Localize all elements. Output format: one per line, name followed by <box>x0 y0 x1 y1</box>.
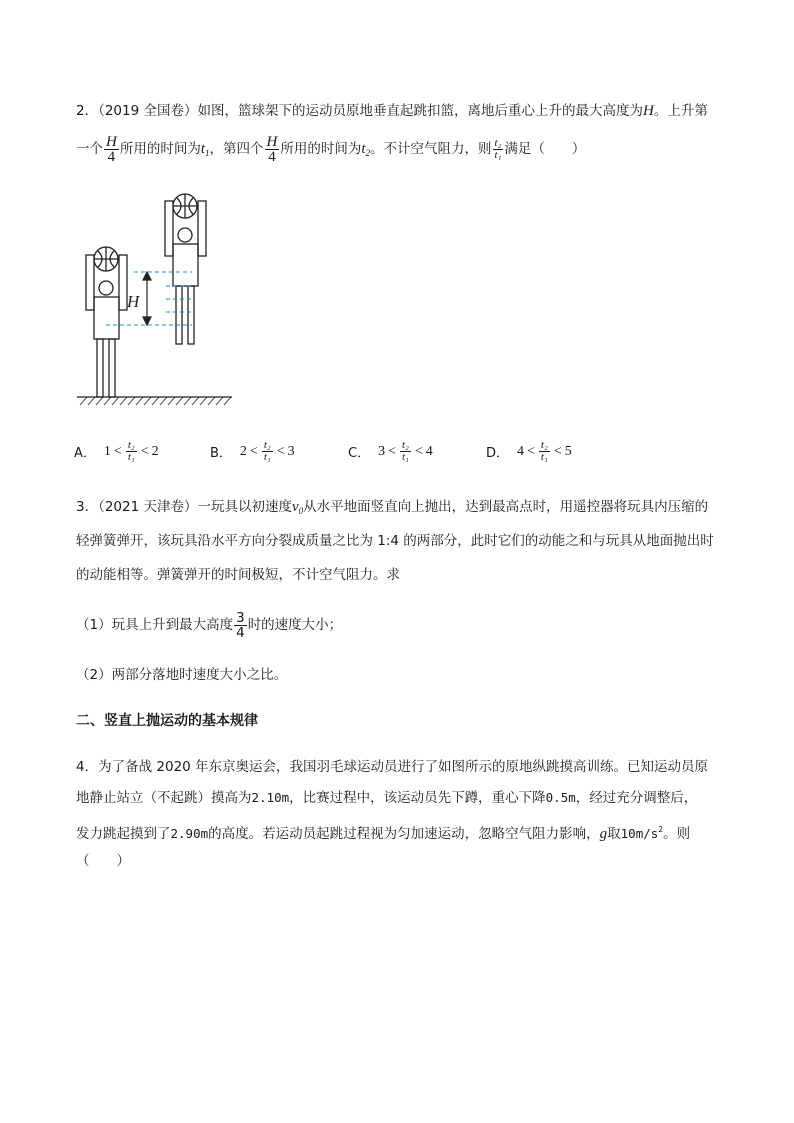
q2-text: 所用的时间为 <box>280 141 362 157</box>
option-left: 2 <box>239 443 247 459</box>
option-right: 3 <box>287 443 295 459</box>
q3-text: 从水平地面竖直向上抛出，达到最高点时，用遥控器将玩具内压缩的 <box>303 499 709 515</box>
basketball-figure <box>74 185 244 410</box>
right-head <box>178 228 192 242</box>
q4-text: ，比赛过程中，该运动员先下蹲，重心下降 <box>289 790 546 806</box>
q2-t1: $t_1$ <box>200 141 210 158</box>
section-title: 二、竖直上抛运动的基本规律 <box>76 713 258 729</box>
q3-sub2: （2）两部分落地时速度大小之比。 <box>76 667 288 683</box>
q2-number: 2． <box>76 103 99 119</box>
q4-h1: 2.10m <box>251 790 290 805</box>
figure-H-label: H <box>127 292 140 311</box>
q2-H: H <box>643 103 654 119</box>
lt-sign: < <box>113 443 122 459</box>
option-ratio: $\frac{\text{t₂}}{\text{t₁}}$ <box>540 439 548 463</box>
q4-line3 <box>76 820 690 844</box>
q2-text: ，第四个 <box>209 141 264 157</box>
q3-frac-34: $\frac{3}{4}$ <box>236 609 245 641</box>
right-arm-right <box>198 201 206 256</box>
option-ratio: $\frac{\text{t₂}}{\text{t₁}}$ <box>401 439 409 463</box>
q2-line1 <box>76 101 708 121</box>
q2-t2: $t_2$ <box>361 141 371 158</box>
q3-line1 <box>76 497 708 521</box>
option-a[interactable] <box>74 440 159 463</box>
q4-line4: （ ） <box>76 853 130 869</box>
option-left: 1 <box>103 443 111 459</box>
option-right: 4 <box>425 443 433 459</box>
option-label: C． <box>348 446 371 461</box>
lt-sign: < <box>276 443 285 459</box>
option-d[interactable] <box>486 440 572 463</box>
left-head <box>99 281 113 295</box>
q2-text: 如图，篮球架下的运动员原地垂直起跳扣篮，离地后重心上升的最大高度为 <box>197 103 643 119</box>
lt-sign: < <box>140 443 149 459</box>
q4-text: 的高度。若运动员起跳过程视为匀加速运动，忽略空气阻力影响， <box>208 826 600 842</box>
right-leg-right <box>188 286 194 344</box>
q2-frac-H4 <box>104 135 119 164</box>
q3-number: 3． <box>76 499 99 515</box>
frac-num: H <box>106 133 117 150</box>
right-arm-left <box>165 201 173 256</box>
q3-line3: 的动能相等。弹簧弹开的时间极短，不计空气阻力。求 <box>76 567 400 583</box>
option-label: D． <box>486 446 510 461</box>
q3-text: （1）玩具上升到最大高度 <box>76 617 234 633</box>
q2-text: 。不计空气阻力，则 <box>370 141 492 157</box>
q4-text: 地静止站立（不起跳）摸高为 <box>76 790 252 806</box>
q4-line1 <box>76 757 708 777</box>
q3-text: 一玩具以初速度 <box>197 499 292 515</box>
q4-number: 4． <box>76 759 99 775</box>
q4-line2 <box>76 788 697 808</box>
frac-den: 4 <box>107 148 116 165</box>
q4-h2: 0.5m <box>545 790 576 805</box>
left-arm-left <box>86 255 94 310</box>
q3-text: 时的速度大小； <box>247 617 343 633</box>
right-body <box>173 244 198 286</box>
lt-sign: < <box>553 443 562 459</box>
option-label: B． <box>210 446 232 461</box>
lt-sign: < <box>414 443 423 459</box>
left-leg-right <box>109 339 115 397</box>
q2-ratio <box>493 138 504 161</box>
left-body <box>94 297 119 339</box>
frac-den: t₁ <box>494 148 502 161</box>
option-left: 3 <box>378 443 386 459</box>
q4-text: 。则 <box>663 826 691 842</box>
lt-sign: < <box>388 443 396 459</box>
option-b[interactable] <box>210 440 295 463</box>
frac-num: t₂ <box>494 136 502 149</box>
q4-g: g <box>599 826 608 842</box>
q4-gval: $10m/s^2$ <box>620 825 664 841</box>
option-ratio: $\frac{\text{t₂}}{\text{t₁}}$ <box>263 439 271 463</box>
q2-line2 <box>76 132 585 170</box>
lt-sign: < <box>527 443 535 459</box>
q2-text: 满足（ ） <box>504 141 586 157</box>
frac-den: 4 <box>268 148 276 165</box>
lt-sign: < <box>249 443 258 459</box>
q3-sub1 <box>76 608 342 642</box>
left-arm-right <box>119 255 127 310</box>
q2-text: 一个 <box>76 141 103 157</box>
q2-source: （2019 全国卷） <box>98 103 198 119</box>
frac-num: H <box>266 133 278 150</box>
q4-h3: 2.90m <box>170 826 209 841</box>
ground-hatch <box>80 397 231 405</box>
q3-source: （2021 天津卷） <box>98 499 198 515</box>
left-leg-left <box>97 339 103 397</box>
option-right: 5 <box>564 443 572 459</box>
q4-text: 为了备战 2020 年东京奥运会，我国羽毛球运动员进行了如图所示的原地纵跳摸高训练。已知运动员原 <box>98 759 709 775</box>
option-ratio: $\frac{\text{t₂}}{\text{t₁}}$ <box>127 439 135 463</box>
q4-text: 发力跳起摸到了 <box>76 826 171 842</box>
q4-text: ，经过充分调整后， <box>575 790 698 806</box>
q2-frac-H4-b <box>265 135 280 164</box>
option-left: 4 <box>517 443 525 459</box>
right-leg-left <box>176 286 182 344</box>
q2-text: 所用的时间为 <box>119 141 201 157</box>
option-right: 2 <box>151 443 159 459</box>
q3-line2: 轻弹簧弹开，该玩具沿水平方向分裂成质量之比为 1:4 的两部分，此时它们的动能之和与玩具从地面抛出时 <box>76 533 714 549</box>
q2-text: 。上升第 <box>653 103 708 119</box>
q4-text: 取 <box>607 826 621 842</box>
option-c[interactable] <box>348 440 433 463</box>
height-arrow <box>143 272 151 325</box>
option-label: A． <box>74 446 96 461</box>
q3-v0: $v_0$ <box>292 499 304 516</box>
